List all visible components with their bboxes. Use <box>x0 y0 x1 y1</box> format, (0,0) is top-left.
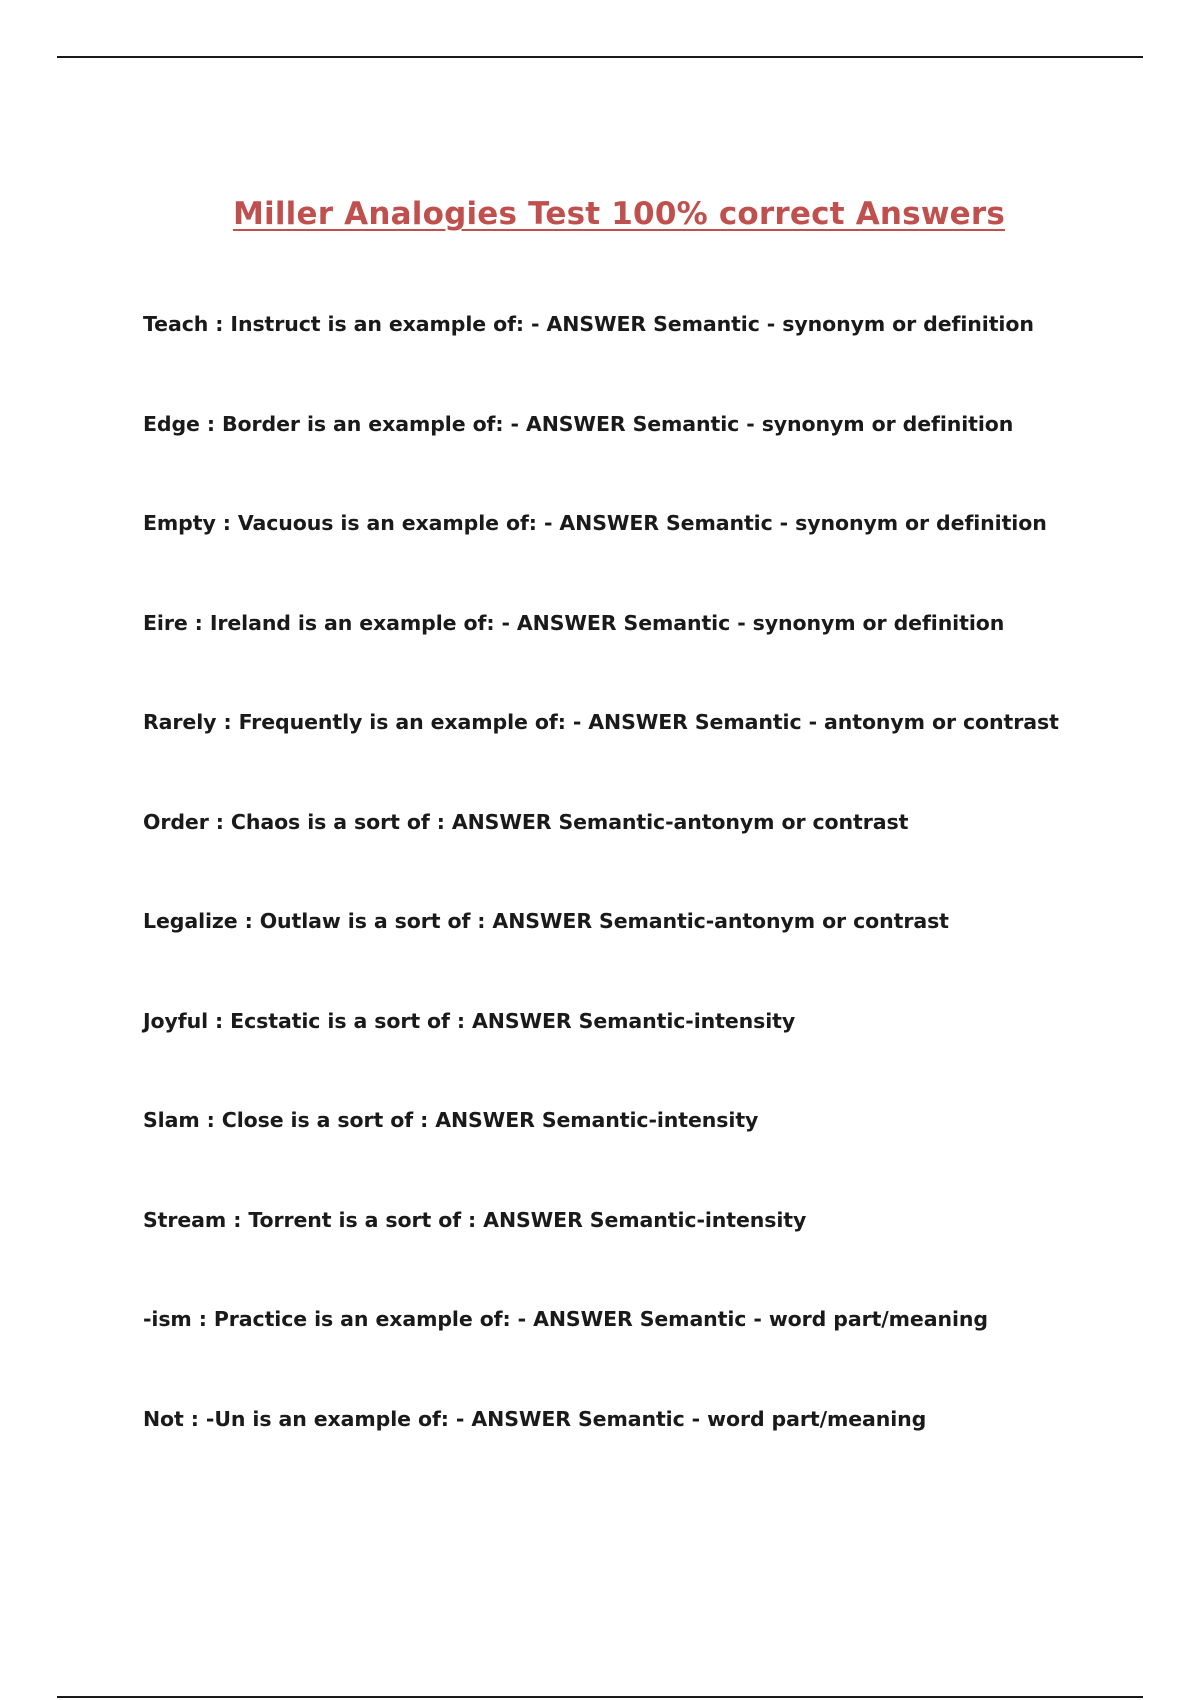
qa-text: Not : -Un is an example of: - ANSWER Semantic - word part/meaning <box>143 1406 927 1431</box>
qa-item <box>143 808 1143 908</box>
qa-item <box>143 1007 1143 1107</box>
qa-item <box>143 410 1143 510</box>
qa-item <box>143 310 1143 410</box>
qa-text: Joyful : Ecstatic is a sort of : ANSWER Semantic-intensity <box>143 1008 796 1033</box>
qa-list <box>143 310 1143 1504</box>
qa-item <box>143 708 1143 808</box>
qa-text: Edge : Border is an example of: - ANSWER Semantic - synonym or definition <box>143 411 1014 436</box>
qa-item <box>143 907 1143 1007</box>
qa-item <box>143 1106 1143 1206</box>
top-rule <box>57 56 1143 58</box>
qa-item <box>143 609 1143 709</box>
qa-text: Rarely : Frequently is an example of: - ANSWER Semantic - antonym or contrast <box>143 710 1059 734</box>
qa-text: Slam : Close is a sort of : ANSWER Semantic-intensity <box>143 1108 759 1132</box>
qa-item <box>143 509 1143 609</box>
qa-text: Stream : Torrent is a sort of : ANSWER Semantic-intensity <box>143 1207 807 1232</box>
qa-item <box>143 1206 1143 1306</box>
qa-text: Empty : Vacuous is an example of: - ANSWER Semantic - synonym or definition <box>143 511 1047 535</box>
qa-text: Legalize : Outlaw is a sort of : ANSWER Semantic-antonym or contrast <box>143 909 949 933</box>
qa-text: Eire : Ireland is an example of: - ANSWER Semantic - synonym or definition <box>143 610 1005 635</box>
bottom-rule <box>57 1696 1143 1698</box>
qa-text: -ism : Practice is an example of: - ANSWER Semantic - word part/meaning <box>143 1307 988 1331</box>
qa-text: Order : Chaos is a sort of : ANSWER Semantic-antonym or contrast <box>143 809 909 834</box>
document-title: Miller Analogies Test 100% correct Answers <box>232 196 1006 232</box>
qa-text: Teach : Instruct is an example of: - ANSWER Semantic - synonym or definition <box>143 312 1034 336</box>
qa-item <box>143 1305 1143 1405</box>
qa-item <box>143 1405 1143 1505</box>
